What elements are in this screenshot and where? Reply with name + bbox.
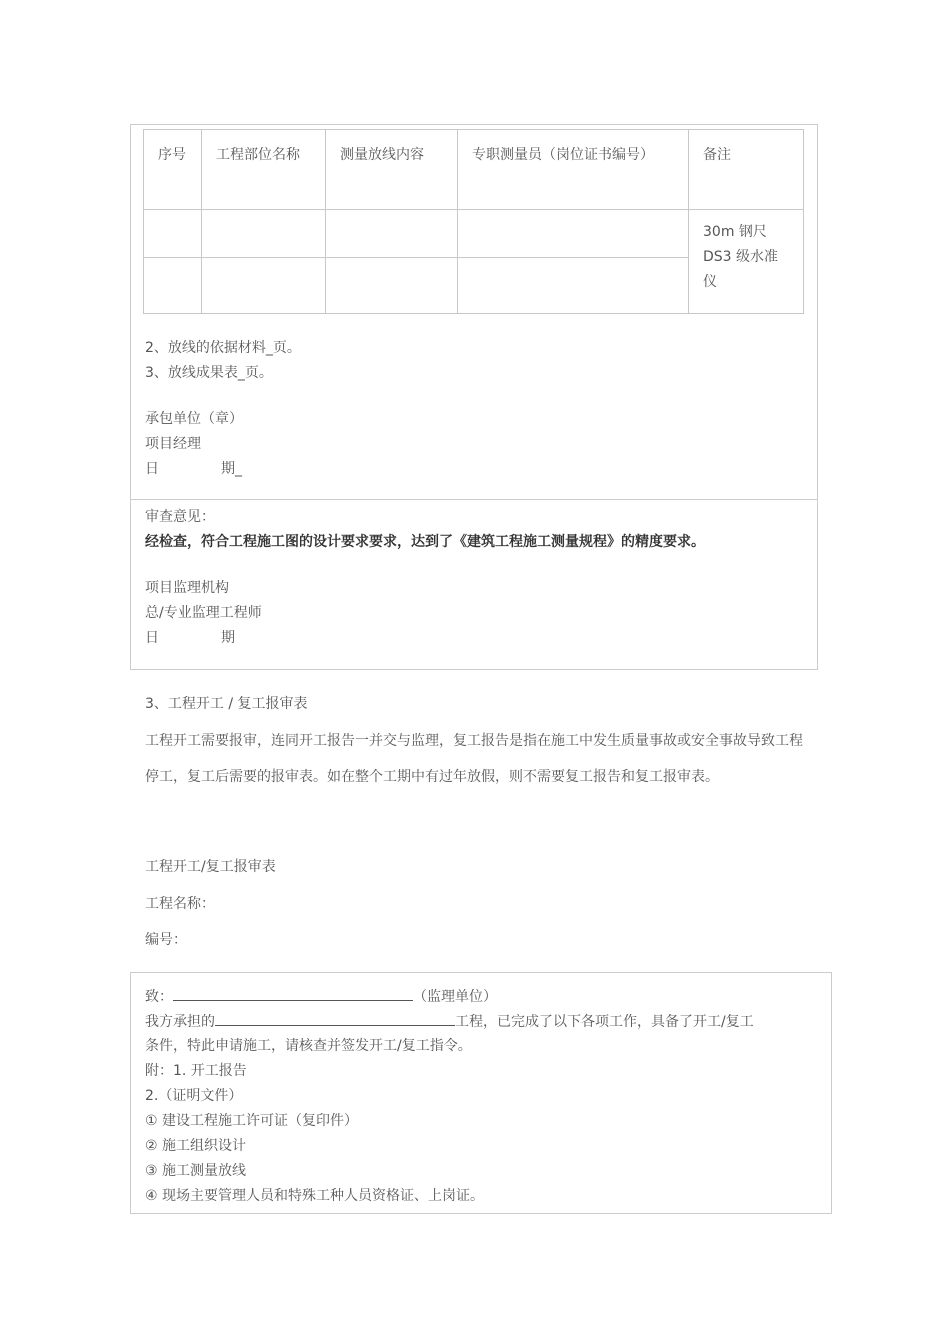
project-manager: 项目经理 (145, 436, 201, 452)
to-prefix: 致： (145, 989, 173, 1005)
we-suffix: 工程，已完成了以下各项工作，具备了开工/复工 (455, 1014, 754, 1030)
serial-no-label: 编号： (145, 932, 187, 948)
form-title: 工程开工/复工报审表 (145, 859, 276, 875)
section-title: 3、工程开工 / 复工报审表 (145, 696, 308, 712)
table-header-row (144, 130, 804, 210)
we-line-2: 条件，特此申请施工，请核查并签发开工/复工指令。 (145, 1038, 472, 1054)
review-opinion: 经检查，符合工程施工图的设计要求要求，达到了《建筑工程施工测量规程》的精度要求。 (145, 534, 705, 550)
we-line (145, 1009, 754, 1035)
header-remark: 备注 (703, 147, 731, 163)
header-part-name: 工程部位名称 (216, 147, 300, 163)
review-divider (130, 499, 818, 500)
date-label: 期_ (221, 461, 242, 477)
remark-cell: 30m 钢尺 DS3 级水准仪 (703, 224, 779, 290)
header-serial: 序号 (158, 147, 186, 163)
section-body: 工程开工需要报审，连同开工报告一并交与监理，复工报告是指在施工中发生质量事故或安全事故导致工程停工，复工后需要的报审表。如在整个工期中有过年放假，则不需要复工报告和复工报审表。 (145, 733, 803, 785)
table-row (144, 210, 804, 258)
supervision-org: 项目监理机构 (145, 580, 229, 596)
project-blank (215, 1009, 455, 1026)
date-label: 日 (145, 461, 159, 477)
to-line (145, 984, 497, 1010)
review-date (145, 626, 235, 651)
list-item: ④ 现场主要管理人员和特殊工种人员资格证、上岗证。 (145, 1188, 484, 1204)
result-table: 3、放线成果表_页。 (145, 365, 273, 381)
list-item: ① 建设工程施工许可证（复印件） (145, 1113, 359, 1129)
list-item: ② 施工组织设计 (145, 1138, 247, 1154)
contractor-date (145, 457, 242, 482)
header-surveyor: 专职测量员（岗位证书编号） (472, 147, 654, 163)
to-suffix: （监理单位） (413, 989, 497, 1005)
header-survey-content: 测量放线内容 (340, 147, 424, 163)
we-prefix: 我方承担的 (145, 1014, 215, 1030)
basis-material: 2、放线的依据材料_页。 (145, 340, 301, 356)
supervision-engineer: 总/专业监理工程师 (145, 605, 262, 621)
date-label: 日 (145, 630, 159, 646)
attachment-2: 2.（证明文件） (145, 1088, 243, 1104)
project-name-label: 工程名称： (145, 896, 215, 912)
review-label: 审查意见： (145, 509, 215, 525)
survey-table (143, 129, 804, 314)
supervision-unit-blank (173, 984, 413, 1001)
attachment-1: 附：1. 开工报告 (145, 1063, 247, 1079)
list-item: ③ 施工测量放线 (145, 1163, 247, 1179)
contractor-seal: 承包单位（章） (145, 411, 243, 427)
date-label: 期 (221, 630, 235, 646)
